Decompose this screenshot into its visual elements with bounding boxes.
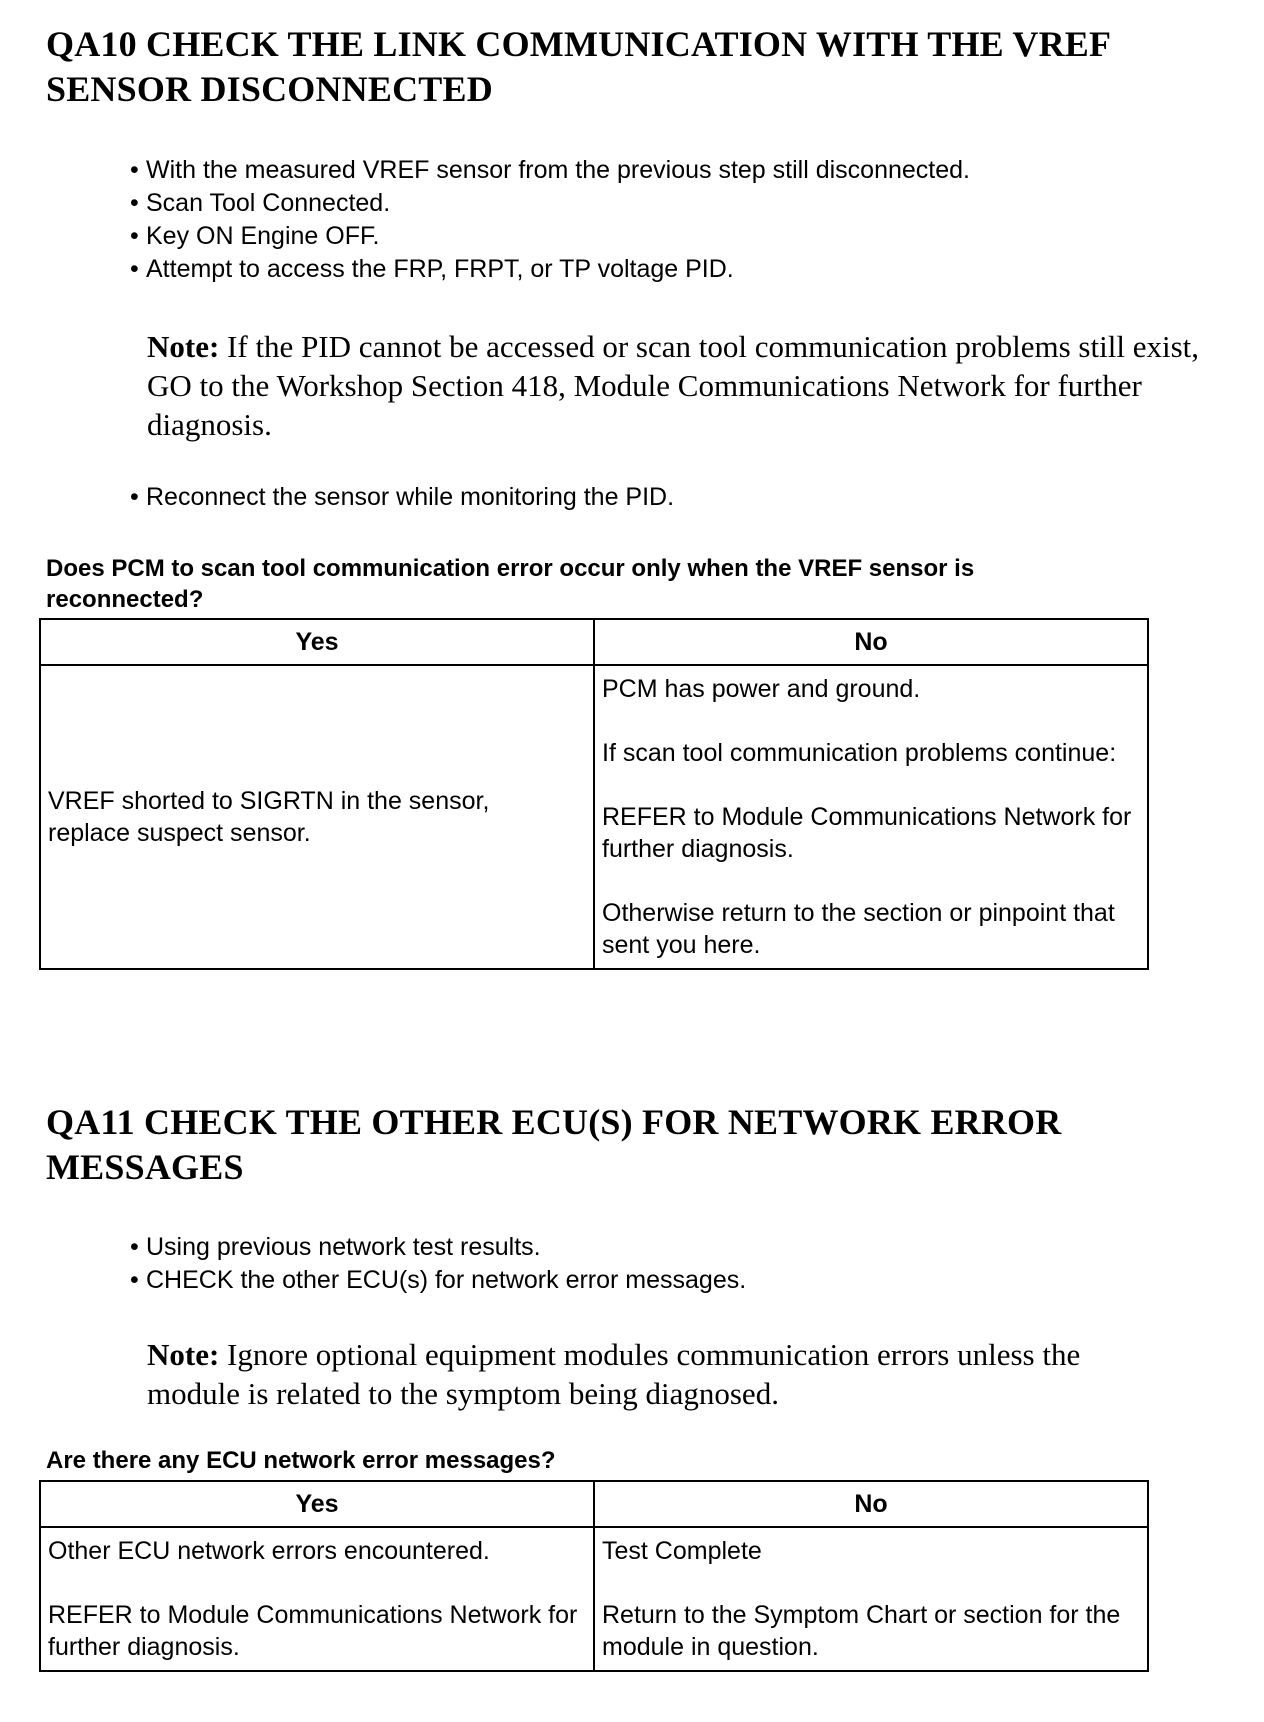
qa10-heading-line2: SENSOR DISCONNECTED xyxy=(46,69,493,109)
yes-column-header: Yes xyxy=(40,619,594,665)
qa10-question-line1: Does PCM to scan tool communication error occur only when the VREF sensor is xyxy=(46,555,975,582)
table-header-row xyxy=(40,619,1148,665)
table-row xyxy=(40,665,1148,969)
note-text: Ignore optional equipment modules communication errors unless the module is related to the symptom being diagnosed. xyxy=(147,1337,1081,1411)
no-cell-paragraph: Otherwise return to the section or pinpoint that sent you here. xyxy=(602,899,1115,959)
yes-column-header: Yes xyxy=(40,1481,594,1527)
list-item: • Reconnect the sensor while monitoring the PID. xyxy=(130,481,674,514)
qa10-heading xyxy=(46,22,1111,112)
qa10-answer-table xyxy=(39,618,1149,970)
no-cell-paragraph: If scan tool communication problems continue: xyxy=(602,739,1117,767)
qa11-heading-line1: QA11 CHECK THE OTHER ECU(S) FOR NETWORK ERROR xyxy=(46,1102,1062,1142)
yes-cell-paragraph: Other ECU network errors encountered. xyxy=(48,1537,490,1565)
note-text: If the PID cannot be accessed or scan tool communication problems still exist, GO to the Workshop Section 418, Module Communications Network for further diagnosis. xyxy=(147,329,1199,442)
list-item: • Using previous network test results. xyxy=(130,1231,746,1264)
qa10-bullet-list xyxy=(130,154,970,286)
note-label: Note: xyxy=(147,1337,220,1372)
qa10-bullet-list-after xyxy=(130,481,674,514)
no-column-header: No xyxy=(594,619,1148,665)
list-item: • CHECK the other ECU(s) for network error messages. xyxy=(130,1264,746,1297)
yes-cell xyxy=(40,1527,594,1671)
qa11-heading xyxy=(46,1100,1061,1190)
yes-cell-line: replace suspect sensor. xyxy=(48,819,311,847)
no-cell xyxy=(594,1527,1148,1671)
note-label: Note: xyxy=(147,329,220,364)
qa10-note xyxy=(147,327,1207,444)
yes-cell-line: VREF shorted to SIGRTN in the sensor, xyxy=(48,787,490,815)
qa11-question-line1: Are there any ECU network error messages? xyxy=(46,1447,556,1474)
no-cell-paragraph: Return to the Symptom Chart or section for the module in question. xyxy=(602,1601,1121,1661)
table-header-row xyxy=(40,1481,1148,1527)
qa11-note xyxy=(147,1335,1177,1413)
table-row xyxy=(40,1527,1148,1671)
yes-cell xyxy=(40,665,594,969)
list-item: • Scan Tool Connected. xyxy=(130,187,970,220)
qa11-answer-table xyxy=(39,1480,1149,1672)
list-item: • Key ON Engine OFF. xyxy=(130,220,970,253)
no-cell-paragraph: PCM has power and ground. xyxy=(602,675,921,703)
qa11-heading-line2: MESSAGES xyxy=(46,1147,244,1187)
no-cell-paragraph: Test Complete xyxy=(602,1537,762,1565)
qa10-question xyxy=(46,553,974,615)
qa11-question xyxy=(46,1445,556,1476)
qa10-question-line2: reconnected? xyxy=(46,586,204,613)
no-cell-paragraph: REFER to Module Communications Network for further diagnosis. xyxy=(602,803,1132,863)
qa10-heading-line1: QA10 CHECK THE LINK COMMUNICATION WITH THE VREF xyxy=(46,24,1112,64)
no-column-header: No xyxy=(594,1481,1148,1527)
yes-cell-paragraph: REFER to Module Communications Network for further diagnosis. xyxy=(48,1601,578,1661)
no-cell xyxy=(594,665,1148,969)
list-item: • With the measured VREF sensor from the previous step still disconnected. xyxy=(130,154,970,187)
list-item: • Attempt to access the FRP, FRPT, or TP voltage PID. xyxy=(130,253,970,286)
qa11-bullet-list xyxy=(130,1231,746,1297)
